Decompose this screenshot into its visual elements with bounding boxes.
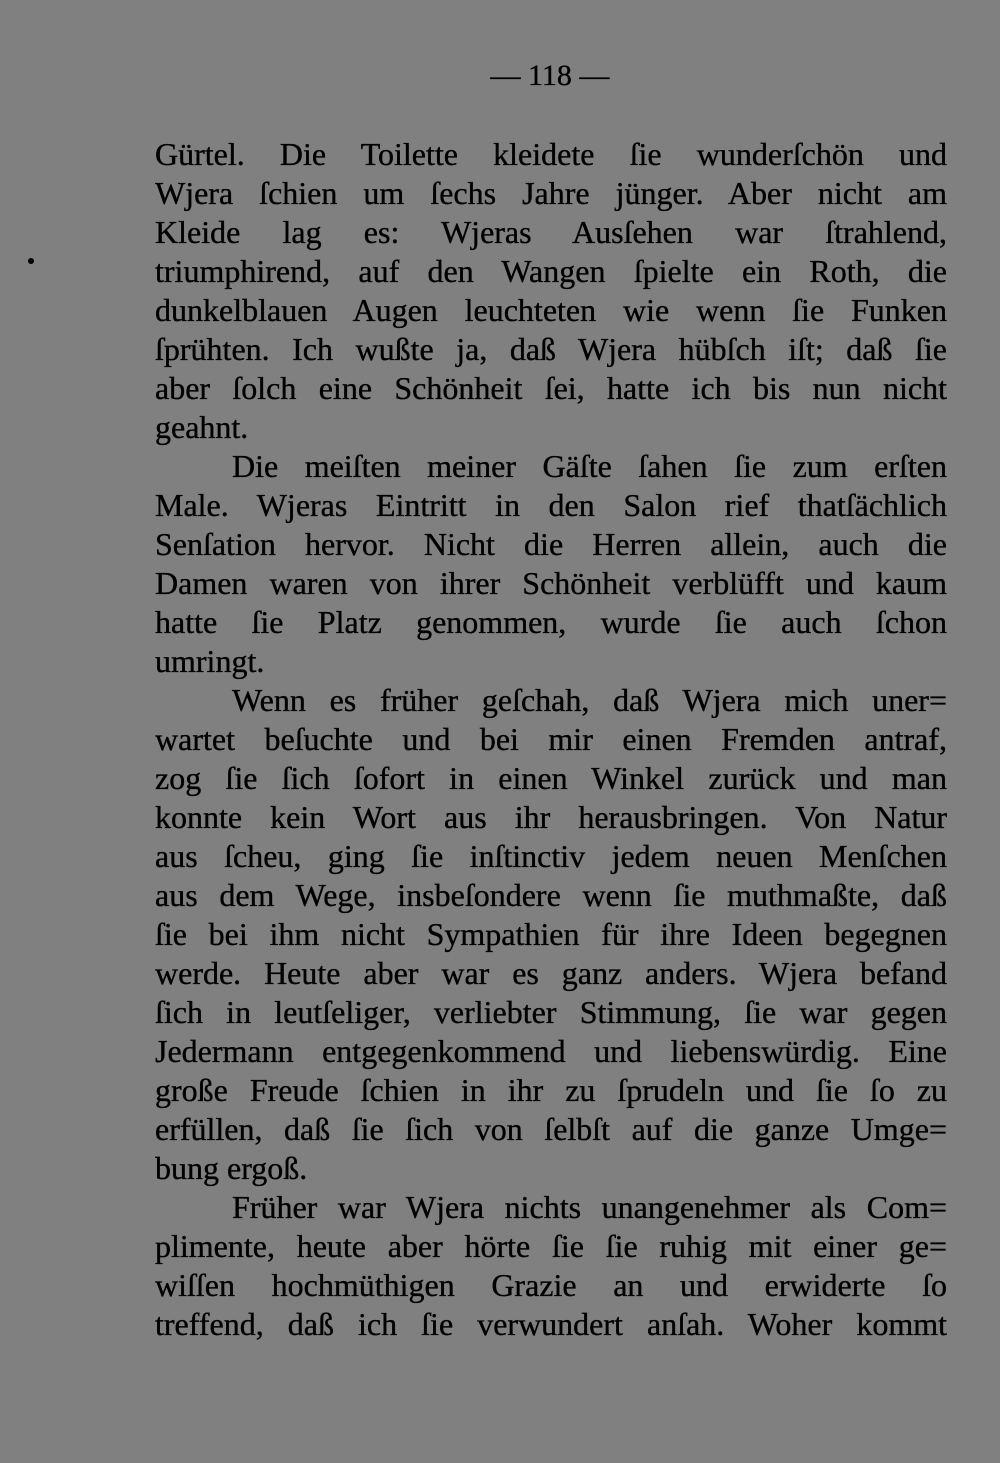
text-line: treffend, daß ich ſie verwundert anſah. Woher kommt — [155, 1306, 947, 1342]
text-line: konnte kein Wort aus ihr herausbringen. Von Natur — [155, 799, 947, 835]
page-number: — 118 — — [490, 59, 610, 92]
paragraph-1 — [155, 135, 947, 447]
text-line: umringt. — [155, 643, 265, 679]
text-line: plimente, heute aber hörte ſie ſie ruhig mit einer ge= — [155, 1228, 947, 1264]
text-line: Früher war Wjera nichts unangenehmer als Com= — [232, 1189, 947, 1225]
text-line: ſie bei ihm nicht Sympathien für ihre Ideen begegnen — [155, 916, 947, 952]
text-line: Kleide lag es: Wjeras Ausſehen war ſtrahlend, — [155, 214, 947, 250]
page-body — [155, 135, 947, 1344]
text-line: Wjera ſchien um ſechs Jahre jünger. Aber nicht am — [155, 175, 947, 211]
text-line: aber ſolch eine Schönheit ſei, hatte ich bis nun nicht — [155, 370, 947, 406]
text-line: Wenn es früher geſchah, daß Wjera mich uner= — [232, 682, 947, 718]
text-line: wiſſen hochmüthigen Grazie an und erwiderte ſo — [155, 1267, 947, 1303]
paragraph-2 — [155, 447, 947, 681]
text-line: ſprühten. Ich wußte ja, daß Wjera hübſch iſt; daß ſie — [155, 331, 947, 367]
text-line: Damen waren von ihrer Schönheit verblüfft und kaum — [155, 565, 947, 601]
text-line: Die meiſten meiner Gäſte ſahen ſie zum erſten — [232, 448, 947, 484]
text-line: Gürtel. Die Toilette kleidete ſie wunderſchön und — [155, 136, 947, 172]
text-line: wartet beſuchte und bei mir einen Fremden antraf, — [155, 721, 947, 757]
text-line: bung ergoß. — [155, 1150, 308, 1186]
text-line: aus dem Wege, insbeſondere wenn ſie muthmaßte, daß — [155, 877, 947, 913]
text-line: große Freude ſchien in ihr zu ſprudeln und ſie ſo zu — [155, 1072, 947, 1108]
paragraph-4 — [155, 1188, 947, 1344]
text-line: Senſation hervor. Nicht die Herren allein, auch die — [155, 526, 947, 562]
text-line: geahnt. — [155, 409, 249, 445]
text-line: aus ſcheu, ging ſie inſtinctiv jedem neuen Menſchen — [155, 838, 947, 874]
text-line: werde. Heute aber war es ganz anders. Wjera befand — [155, 955, 947, 991]
text-line: Jedermann entgegenkommend und liebenswürdig. Eine — [155, 1033, 947, 1069]
text-line: dunkelblauen Augen leuchteten wie wenn ſie Funken — [155, 292, 947, 328]
text-line: zog ſie ſich ſofort in einen Winkel zurück und man — [155, 760, 947, 796]
text-line: hatte ſie Platz genommen, wurde ſie auch ſchon — [155, 604, 947, 640]
text-line: ſich in leutſeliger, verliebter Stimmung, ſie war gegen — [155, 994, 947, 1030]
text-line: Male. Wjeras Eintritt in den Salon rief thatſächlich — [155, 487, 947, 523]
text-line: erfüllen, daß ſie ſich von ſelbſt auf die ganze Umge= — [155, 1111, 947, 1147]
scan-speck — [28, 258, 34, 264]
text-line: triumphirend, auf den Wangen ſpielte ein Roth, die — [155, 253, 947, 289]
paragraph-3 — [155, 681, 947, 1188]
